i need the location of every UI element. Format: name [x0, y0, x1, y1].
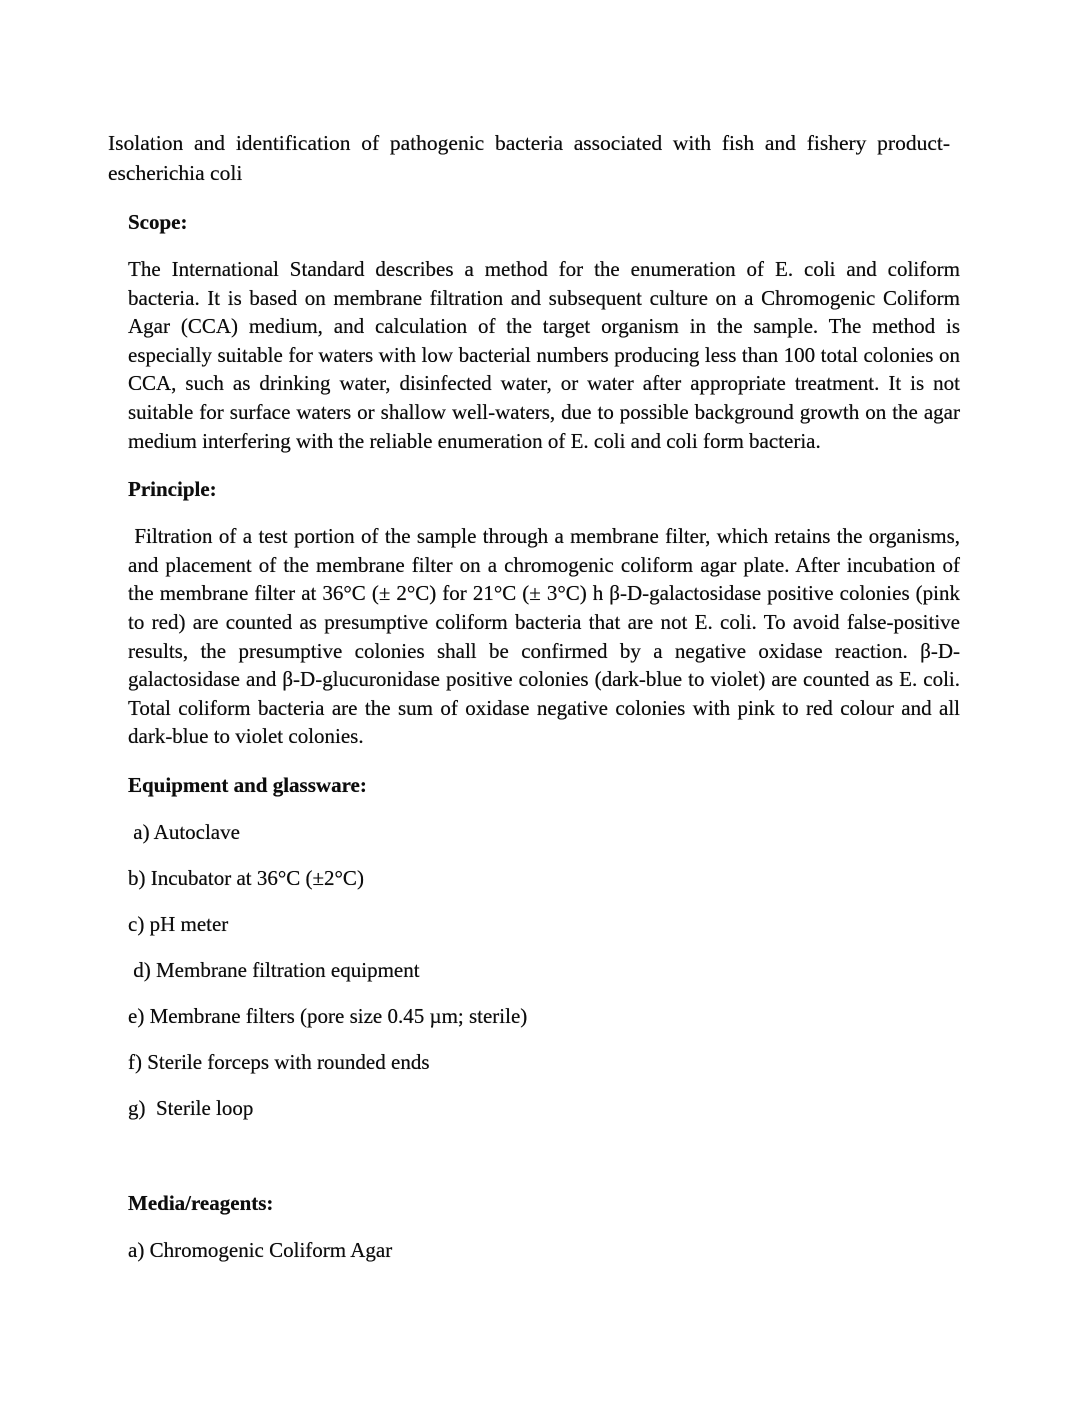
equipment-item-sterile-loop: g) Sterile loop [128, 1095, 254, 1120]
equipment-item-autoclave: a) Autoclave [128, 819, 240, 844]
scope-paragraph: The International Standard describes a method for the enumeration of E. coli and coliform bacteria. It is based on membrane filtration and subsequent culture on a Chromogenic Coliform Agar (CCA) medium, and calculation of the target organism in the sample. The method is especially suitable for waters with low bacterial numbers producing less than 100 total colonies on CCA, such as drinking water, disinfected water, or water after appropriate treatment. It is not suitable for surface waters or shallow well-waters, due to possible background growth on the agar medium interfering with the reliable enumeration of E. coli and coli form bacteria. [128, 257, 966, 453]
document-body [128, 208, 966, 1265]
section-heading-scope: Scope: [128, 210, 188, 234]
equipment-item-ph-meter: c) pH meter [128, 911, 229, 936]
document-title: Isolation and identification of pathogenic bacteria associated with fish and fishery product- escherichia coli [108, 131, 950, 185]
section-heading-equipment: Equipment and glassware: [128, 772, 367, 797]
equipment-item-incubator: b) Incubator at 36°C (±2°C) [128, 865, 364, 890]
section-heading-media-reagents: Media/reagents: [128, 1190, 274, 1215]
principle-paragraph: Filtration of a test portion of the sample through a membrane filter, which retains the organisms, and placement of the membrane filter on a chromogenic coliform agar plate. After incubation of the membrane filter at 36°C (± 2°C) for 21°C (± 3°C) h β-D-galactosidase positive colonies (pink to red) are counted as presumptive coliform bacteria that are not E. coli. To avoid false-positive results, the presumptive colonies shall be confirmed by a negative oxidase reaction. β-D-galactosidase and β-D-glucuronidase positive colonies (dark-blue to violet) are counted as E. coli. Total coliform bacteria are the sum of oxidase negative colonies with pink to red colour and all dark-blue to violet colonies. [128, 524, 966, 749]
equipment-item-sterile-forceps: f) Sterile forceps with rounded ends [128, 1049, 430, 1074]
section-heading-principle: Principle: [128, 477, 217, 502]
media-item-chromogenic-coliform-agar: a) Chromogenic Coliform Agar [128, 1237, 393, 1262]
equipment-item-membrane-filtration: d) Membrane filtration equipment [128, 957, 420, 982]
equipment-item-membrane-filters: e) Membrane filters (pore size 0.45 µm; sterile) [128, 1003, 528, 1028]
